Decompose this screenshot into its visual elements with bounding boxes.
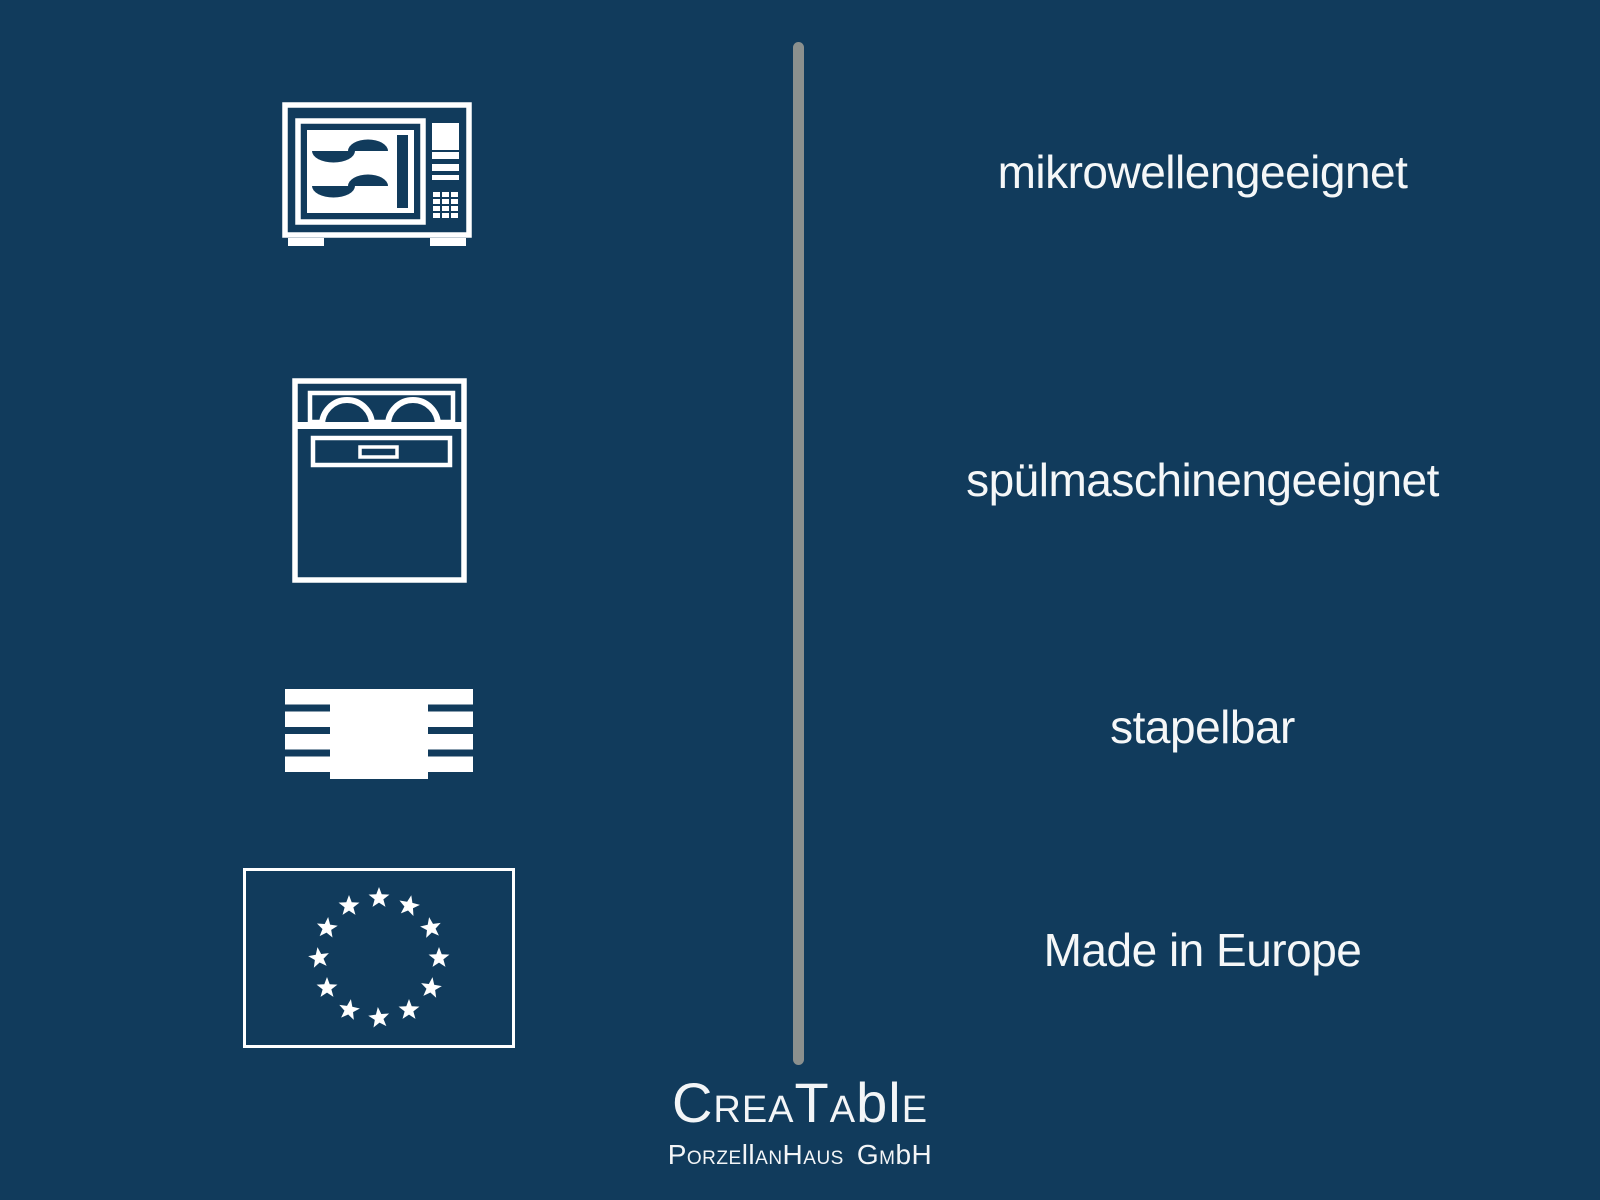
eu-flag-icon [243,868,515,1048]
logo-company-letter: AUS [803,1148,844,1169]
logo-company-letter: M [879,1148,896,1169]
feature-label-dishwasher: spülmaschinengeeignet [966,454,1439,506]
logo-brand-letter: A [829,1089,857,1131]
logo-company-letter: H [782,1139,804,1170]
feature-label-microwave: mikrowellengeeignet [997,146,1408,198]
microwave-icon [282,102,472,247]
vertical-divider [793,42,804,1065]
logo-company-letter: b [895,1139,912,1170]
creatable-logo [0,1071,1600,1172]
stacked-plates-icon [285,689,473,779]
logo-brand-letter: T [794,1071,830,1134]
feature-label-made-in-europe: Made in Europe [1043,924,1362,976]
logo-brand-letter: E [901,1089,929,1131]
logo-company-letter: ORZE [686,1148,742,1169]
logo-company-letter: G [856,1139,880,1170]
logo-brand-letter: C [671,1071,714,1134]
logo-brand-letter: bl [856,1071,902,1134]
logo-company-letter: P [667,1139,687,1170]
logo-brand-letter: REA [713,1089,795,1131]
feature-label-stackable: stapelbar [1110,701,1295,753]
logo-company-letter: H [911,1139,933,1170]
dishwasher-icon [292,378,467,583]
logo-company [0,1139,1600,1172]
logo-company-letter: AN [755,1148,783,1169]
logo-company-letter: ll [741,1139,756,1170]
logo-brand [0,1071,1600,1135]
